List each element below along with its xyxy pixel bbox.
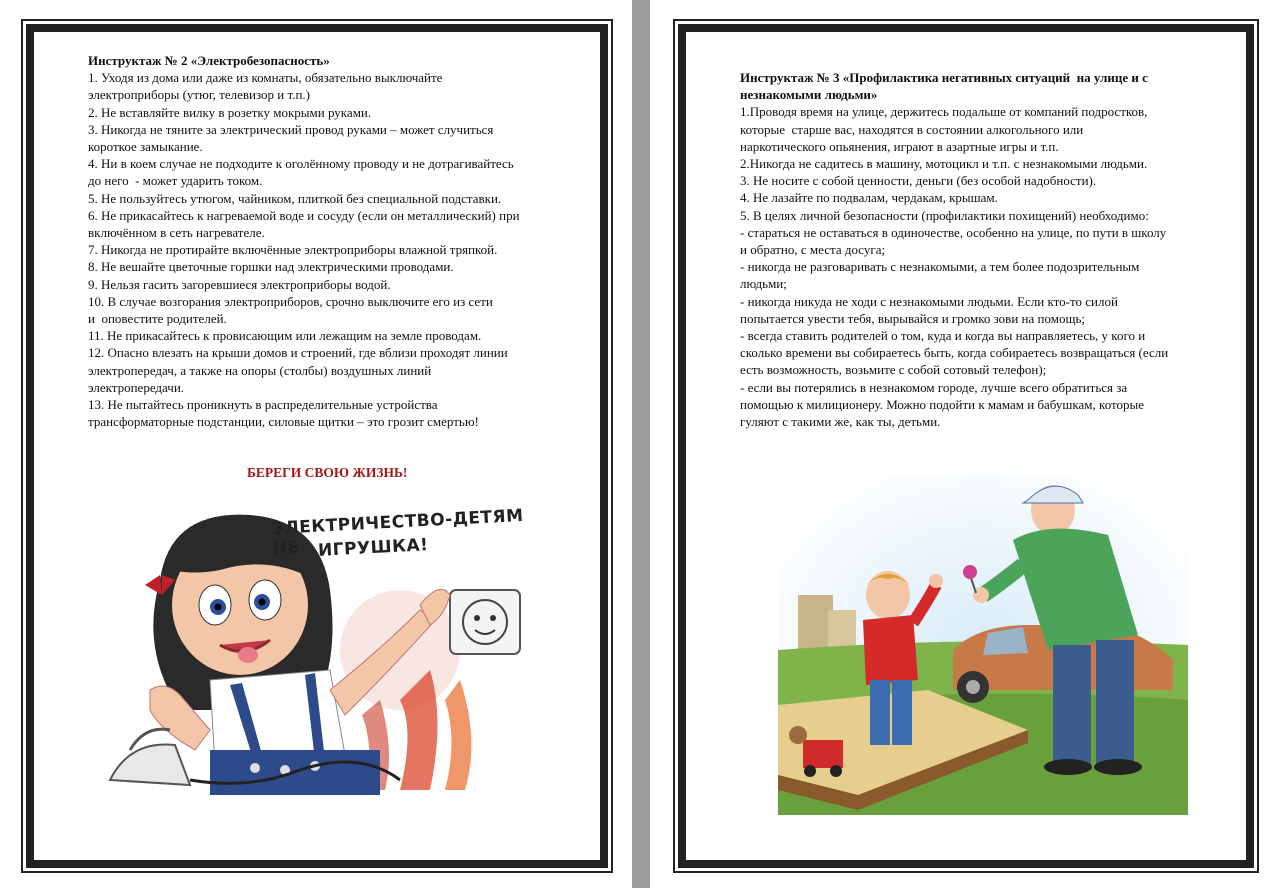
right-line: людьми; bbox=[740, 276, 787, 292]
left-line: 12. Опасно влезать на крыши домов и строений, где вблизи проходят линии bbox=[88, 345, 508, 361]
left-line: до него - может ударить током. bbox=[88, 173, 263, 189]
left-line: 1. Уходя из дома или даже из комнаты, обязательно выключайте bbox=[88, 70, 443, 86]
right-line: 4. Не лазайте по подвалам, чердакам, крышам. bbox=[740, 190, 998, 206]
left-line: трансформаторные подстанции, силовые щитки – это грозит смертью! bbox=[88, 414, 479, 430]
right-line: наркотического опьянения, играют в азартные игры и т.п. bbox=[740, 138, 1059, 154]
right-instructions bbox=[740, 69, 1250, 430]
right-line: и обратно, с места досуга; bbox=[740, 242, 886, 258]
left-line: 13. Не пытайтесь проникнуть в распределительные устройства bbox=[88, 397, 438, 413]
right-line: - никогда не разговаривать с незнакомыми, а тем более подозрительным bbox=[740, 259, 1140, 275]
electricity-illustration bbox=[100, 500, 540, 800]
right-line: 1.Проводя время на улице, держитесь подальше от компаний подростков, bbox=[740, 104, 1148, 120]
right-line: 2.Никогда не садитесь в машину, мотоцикл и т.п. с незнакомыми людьми. bbox=[740, 156, 1148, 172]
right-line: попытается увести тебя, вырывайся и громко зови на помощь; bbox=[740, 310, 1085, 326]
right-line: помощью к милиционеру. Можно подойти к мамам и бабушкам, которые bbox=[740, 396, 1145, 412]
left-line: 9. Нельзя гасить загоревшиеся электроприборы водой. bbox=[88, 276, 391, 292]
left-line: и оповестите родителей. bbox=[88, 311, 227, 327]
left-line: 8. Не вешайте цветочные горшки над электрическими проводами. bbox=[88, 259, 454, 275]
left-line: электропередач, а также на опоры (столбы) воздушных линий bbox=[88, 362, 432, 378]
left-line: короткое замыкание. bbox=[88, 139, 203, 155]
left-line: 4. Ни в коем случае не подходите к оголённому проводу и не дотрагивайтесь bbox=[88, 156, 514, 172]
right-line: 3. Не носите с собой ценности, деньги (без особой надобности). bbox=[740, 173, 1097, 189]
left-line: 2. Не вставляйте вилку в розетку мокрыми руками. bbox=[88, 104, 372, 120]
left-line: 7. Никогда не протирайте включённые электроприборы влажной тряпкой. bbox=[88, 242, 498, 258]
left-line: электропередачи. bbox=[88, 379, 185, 395]
left-line: 6. Не прикасайтесь к нагреваемой воде и сосуду (если он металлический) при bbox=[88, 207, 520, 223]
right-heading: Инструктаж № 3 «Профилактика негативных ситуаций на улице и с bbox=[740, 70, 1148, 85]
left-instructions bbox=[88, 52, 598, 430]
stranger-danger-illustration bbox=[778, 475, 1188, 815]
right-heading: незнакомыми людьми» bbox=[740, 87, 878, 103]
right-line: сколько времени вы собираетесь быть, когда собираетесь возвращаться (если bbox=[740, 345, 1169, 361]
right-line: - стараться не оставаться в одиночестве, особенно на улице, по пути в школу bbox=[740, 224, 1167, 240]
right-line: 5. В целях личной безопасности (профилактики похищений) необходимо: bbox=[740, 207, 1149, 223]
left-line: 3. Никогда не тяните за электрический провод руками – может случиться bbox=[88, 121, 494, 137]
right-line: - всегда ставить родителей о том, куда и когда вы направляетесь, у кого и bbox=[740, 328, 1146, 344]
right-line: есть возможность, возьмите с собой сотовый телефон); bbox=[740, 362, 1047, 378]
left-heading: Инструктаж № 2 «Электробезопасность» bbox=[88, 53, 330, 68]
right-line: - если вы потерялись в незнакомом городе, лучше всего обратиться за bbox=[740, 379, 1128, 395]
left-line: 5. Не пользуйтесь утюгом, чайником, плиткой без специальной подставки. bbox=[88, 190, 502, 206]
illustration-caption: ИГРУШКА! bbox=[317, 535, 429, 561]
illustration-caption: ЭЛЕКТРИЧЕСТВО-ДЕТЯМ НЕ bbox=[271, 505, 524, 559]
right-line: гуляют с такими же, как ты, детьми. bbox=[740, 414, 941, 430]
right-line: которые старше вас, находятся в состоянии алкогольного или bbox=[740, 121, 1084, 137]
slogan: БЕРЕГИ СВОЮ ЖИЗНЬ! bbox=[247, 465, 408, 480]
left-line: 11. Не прикасайтесь к провисающим или лежащим на земле проводам. bbox=[88, 328, 482, 344]
left-line: 10. В случае возгорания электроприборов, срочно выключите его из сети bbox=[88, 293, 493, 309]
left-line: электроприборы (утюг, телевизор и т.п.) bbox=[88, 87, 310, 103]
left-line: включённом в сеть нагревателе. bbox=[88, 225, 265, 241]
right-line: - никогда никуда не ходи с незнакомыми людьми. Если кто-то силой bbox=[740, 293, 1118, 309]
